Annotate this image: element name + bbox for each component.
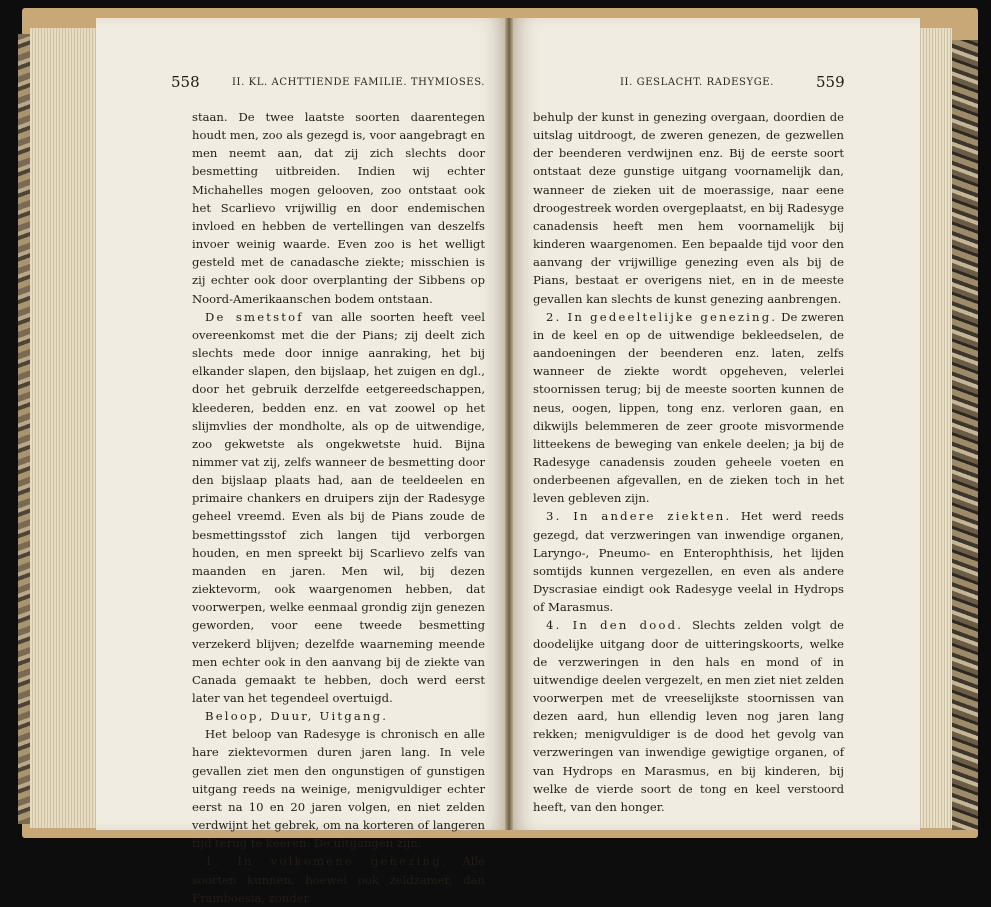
paragraph: 3. In andere ziekten. Het werd reeds gezegd, dat verzweringen van inwendige organen, Laryngo-, Pneumo- en Enterophthisis, het lijden somtijds kunnen vergezellen, en even als andere Dyscrasiae eindigt ook Radesyge veelal in Hydrops of Marasmus. (533, 509, 844, 615)
paragraph: De smetstof van alle soorten heeft veel overeenkomst met die der Pians; zij deelt zich slechts mede door innige aanraking, het bij elkander slapen, den bijslaap, het zuigen en dgl., door het gebruik derzelfde eetgereedschappen, kleederen, bedden enz. en vat zoowel op het slijmvlies der mondholte, als op de uitwendige, zoo gekwetste als ongekwetste huid. Bijna nimmer vat zij, zelfs wanneer de besmetting door den bijslaap plaats had, aan de teeldeelen en primaire chankers en druipers zijn der Radesyge geheel vreemd. Even als bij de Pians zoude de besmettingsstof zich langen tijd verborgen houden, en men spreekt bij Scarlievo zelfs van maanden en jaren. Men wil, bij dezen ziektevorm, ook waargenomen hebben, dat voorwerpen, welke eenmaal grondig zijn genezen geworden, voor eene tweede besmetting verzekerd blijven; dezelfde waarneming meende men echter ook in den aanvang bij de ziekte van Canada gemaakt te hebben, doch werd eerst later van het tegendeel overtuigd. (192, 309, 485, 705)
paragraph: Het beloop van Radesyge is chronisch en alle hare ziektevormen duren jaren lang. In vele gevallen ziet men den ongunstigen of gunstigen uitgang reeds na weinige, menigvuldiger echter eerst na 10 en 20 jaren volgen, en niet zelden verdwijnt het gebrek, om na korteren of langeren tijd terug te keeren. De uitgangen zijn: (192, 727, 485, 851)
left-page-stack (30, 28, 100, 828)
section-lead: 2. In gedeeltelijke genezing. (546, 309, 778, 324)
right-text-column (533, 108, 844, 816)
paragraph: 4. In den dood. Slechts zelden volgt de doodelijke uitgang door de uitteringskoorts, welke de verzweringen in den hals en mond of in uitwendige deelen vergezelt, en men ziet niet zelden voorwerpen met de vreeselijkste stoornissen van dezen aard, hun ellendig leven nog jaren lang rekken; menigvuldiger is de dood het gevolg van verzweringen van inwendige gewigtige organen, of van Hydrops en Marasmus, en bij kinderen, bij welke de vierde soort de tong en keel verstoord heeft, van den honger. (533, 618, 844, 814)
paragraph: behulp der kunst in genezing overgaan, doordien de uitslag uitdroogt, de zweren genezen, de gezwellen der beenderen verdwijnen enz. Bij de eerste soort ontstaat deze gunstige uitgang voornamelijk dan, wanneer de zieken uit de moerassige, naar eene droogestreek worden overgeplaatst, en bij Radesyge canadensis heeft men hem voornamelijk bij kinderen waargenomen. Een bepaalde tijd voor den aanvang der vrijwillige genezing even als bij de Pians, bestaat er overigens niet, en in de meeste gevallen kan slechts de kunst genezing aanbrengen. (533, 110, 844, 306)
book-gutter (505, 18, 513, 830)
paragraph: staan. De twee laatste soorten daarentegen houdt men, zoo als gezegd is, voor aangebragt en men neemt aan, dat zij zich slechts door besmetting uitbreiden. Indien wij echter Michahelles mogen gelooven, zoo ontstaat ook het Scarlievo vrijwillig en door endemischen invloed en hebben de vertellingen van deszelfs invoer weinig waarde. Even zoo is het welligt gesteld met de canadasche ziekte; misschien is zij echter ook door overplanting der Sibbens op Noord-Amerikaanschen bodem ontstaan. (192, 110, 485, 306)
right-page-stack (918, 28, 952, 828)
right-running-head: II. GESLACHT. RADESYGE. (620, 77, 774, 88)
section-lead: 1. In volkomene genezing. (205, 854, 448, 869)
right-cover-marbled-edge (952, 40, 978, 830)
section-heading: Beloop, Duur, Uitgang. (205, 709, 389, 724)
left-text-column (192, 108, 485, 907)
right-page-number: 559 (816, 73, 845, 91)
section-lead: 4. In den dood. (546, 618, 684, 633)
left-running-head: II. KL. ACHTTIENDE FAMILIE. THYMIOSES. (232, 77, 486, 88)
section-lead: De smetstof (205, 309, 304, 324)
left-page-number: 558 (171, 73, 200, 91)
paragraph: 1. In volkomene genezing. Alle soorten kunnen, hoewel ook zeldzamer, dan Framboesia, zonder (192, 854, 485, 905)
paragraph: 2. In gedeeltelijke genezing. De zweren in de keel en op de uitwendige bekleedselen, de aandoeningen der beenderen enz. laten, zelfs wanneer de ziekte wordt opgeheven, velerlei stoornissen terug; bij de meeste soorten kunnen de neus, oogen, lippen, tong enz. verloren gaan, en dikwijls belemmeren de zeer groote misvormende litteekens de beweging van enkele deelen; ja bij de Radesyge canadensis zouden geheele voeten en onderbeenen afgevallen, en de zieken toch in het leven gebleven zijn. (533, 309, 844, 506)
left-cover-marbled-edge (18, 34, 30, 824)
section-lead: 3. In andere ziekten. (546, 509, 732, 524)
